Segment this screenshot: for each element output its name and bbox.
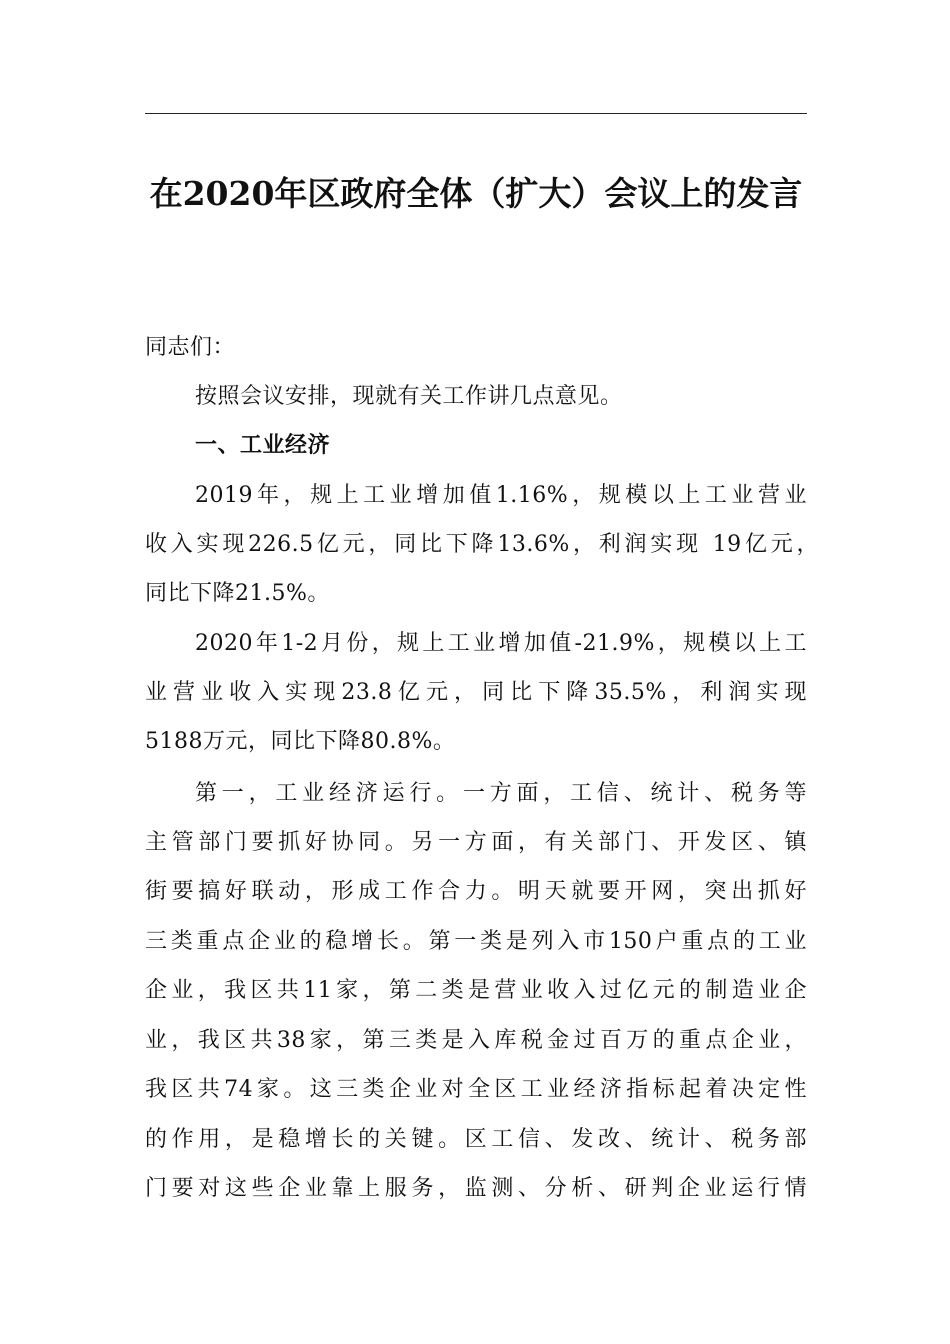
paragraph-line: 主管部门要抓好协同。另一方面，有关部门、开发区、镇 [145, 830, 807, 855]
paragraph-line: 企业，我区共11家，第二类是营业收入过亿元的制造业企 [145, 978, 807, 1003]
paragraph-line: 我区共74家。这三类企业对全区工业经济指标起着决定性 [145, 1077, 807, 1102]
paragraph-line: 业营业收入实现23.8亿元，同比下降35.5%，利润实现 [145, 680, 807, 705]
paragraph-line: 收入实现226.5亿元，同比下降13.6%，利润实现 19亿元， [145, 532, 819, 557]
paragraph-line: 2019年，规上工业增加值1.16%，规模以上工业营业 [195, 483, 807, 508]
paragraph-line: 街要搞好联动，形成工作合力。明天就要开网，突出抓好 [145, 879, 807, 904]
paragraph-line: 5188万元，同比下降80.8%。 [145, 729, 456, 754]
paragraph-line: 的作用，是稳增长的关键。区工信、发改、统计、税务部 [145, 1127, 807, 1152]
paragraph-line: 三类重点企业的稳增长。第一类是列入市150户重点的工业 [145, 929, 807, 954]
section-heading: 一、工业经济 [195, 433, 331, 458]
document-title: 在2020年区政府全体（扩大）会议上的发言 [149, 174, 803, 213]
intro-paragraph: 按照会议安排，现就有关工作讲几点意见。 [195, 384, 623, 409]
paragraph-line: 2020年1-2月份，规上工业增加值-21.9%，规模以上工 [195, 631, 807, 656]
paragraph-line: 业，我区共38家，第三类是入库税金过百万的重点企业， [145, 1028, 807, 1053]
salutation: 同志们： [145, 335, 236, 360]
header-rule [145, 113, 807, 114]
paragraph-line: 同比下降21.5%。 [145, 581, 330, 606]
paragraph-line: 门要对这些企业靠上服务，监测、分析、研判企业运行情 [145, 1176, 807, 1201]
paragraph-line: 第一，工业经济运行。一方面，工信、统计、税务等 [195, 781, 807, 806]
